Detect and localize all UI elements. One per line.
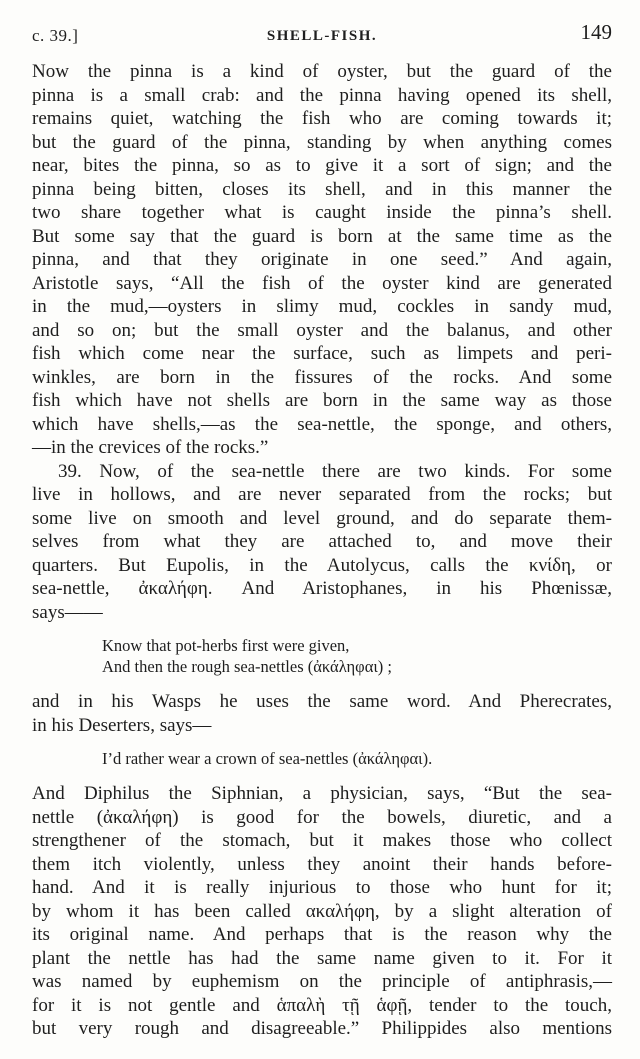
text-line: And Diphilus the Siphnian, a physician, says, “But the sea- bbox=[32, 783, 612, 804]
page-number: 149 bbox=[580, 20, 612, 44]
text-line: says—— bbox=[32, 601, 103, 623]
paragraph bbox=[32, 782, 612, 1041]
page-text bbox=[32, 60, 612, 1041]
text-line: in the mud,—oysters in slimy mud, cockles in sandy mud, bbox=[32, 296, 612, 317]
text-line: —in the crevices of the rocks.” bbox=[32, 437, 269, 458]
text-line: winkles, are born in the fissures of the rocks. And some bbox=[32, 366, 612, 388]
text-line: nettle (ἀκαλήφη) is good for the bowels, diuretic, and a bbox=[32, 806, 612, 828]
text-line: plant the nettle has had the same name given to it. For it bbox=[32, 947, 612, 969]
text-line: Know that pot-herbs first were given, bbox=[102, 636, 350, 655]
text-line: I’d rather wear a crown of sea-nettles (ἀκάληφαι). bbox=[102, 749, 433, 768]
text-line: Now the pinna is a kind of oyster, but the guard of the bbox=[32, 61, 612, 82]
verse-quote bbox=[102, 635, 612, 677]
text-line: in his Deserters, says— bbox=[32, 714, 212, 736]
verse-quote bbox=[102, 748, 612, 769]
text-line: by whom it has been called ακαλήφη, by a slight alteration of bbox=[32, 900, 612, 922]
text-line: them itch violently, unless they anoint their hands before- bbox=[32, 853, 612, 875]
text-line: but very rough and disagreeable.” Philippides also mentions bbox=[32, 1018, 612, 1039]
text-line: sea-nettle, ἀκαλήφη. And Aristophanes, in his Phœnissæ, bbox=[32, 578, 612, 599]
text-line: selves from what they are attached to, and move their bbox=[32, 531, 612, 552]
page-header bbox=[32, 20, 612, 50]
text-line: its original name. And perhaps that is the reason why the bbox=[32, 924, 612, 945]
text-line: but the guard of the pinna, standing by when anything comes bbox=[32, 131, 612, 153]
text-line: remains quiet, watching the fish who are coming towards it; bbox=[32, 108, 612, 129]
paragraph bbox=[32, 690, 612, 737]
text-line: which have shells,—as the sea-nettle, the sponge, and others, bbox=[32, 413, 612, 435]
text-line: some live on smooth and level ground, and do separate them- bbox=[32, 507, 612, 529]
text-line: and in his Wasps he uses the same word. And Pherecrates, bbox=[32, 691, 612, 712]
paragraph bbox=[32, 460, 612, 625]
text-line: near, bites the pinna, so as to give it a sort of sign; and the bbox=[32, 155, 612, 176]
text-line: was named by euphemism on the principle of antiphrasis,— bbox=[32, 971, 612, 992]
text-line: pinna is a small crab: and the pinna having opened its shell, bbox=[32, 84, 612, 106]
text-line: 39. Now, of the sea-nettle there are two kinds. For some bbox=[58, 460, 612, 482]
text-line: fish which come near the surface, such as limpets and peri- bbox=[32, 343, 612, 364]
text-line: pinna being bitten, closes its shell, and in this manner the bbox=[32, 178, 612, 200]
text-line: fish which have not shells are born in the same way as those bbox=[32, 390, 612, 411]
text-line: strengthener of the stomach, but it makes those who collect bbox=[32, 830, 612, 851]
text-line: quarters. But Eupolis, in the Autolycus, calls the κνίδη, or bbox=[32, 554, 612, 576]
text-line: hand. And it is really injurious to those who hunt for it; bbox=[32, 877, 612, 898]
text-line: But some say that the guard is born at the same time as the bbox=[32, 225, 612, 247]
text-line: And then the rough sea-nettles (ἀκάληφαι) ; bbox=[102, 657, 392, 676]
text-line: live in hollows, and are never separated from the rocks; but bbox=[32, 484, 612, 505]
running-title: SHELL-FISH. bbox=[266, 28, 378, 44]
chapter-marker: c. 39.] bbox=[32, 26, 79, 45]
text-line: pinna, and that they originate in one seed.” And again, bbox=[32, 249, 612, 270]
text-line: two share together what is caught inside the pinna’s shell. bbox=[32, 202, 612, 223]
text-line: Aristotle says, “All the fish of the oyster kind are generated bbox=[32, 272, 612, 294]
paragraph bbox=[32, 60, 612, 460]
text-line: for it is not gentle and ἁπαλὴ τῇ ἁφῇ, tender to the touch, bbox=[32, 994, 612, 1016]
text-line: and so on; but the small oyster and the balanus, and other bbox=[32, 319, 612, 341]
